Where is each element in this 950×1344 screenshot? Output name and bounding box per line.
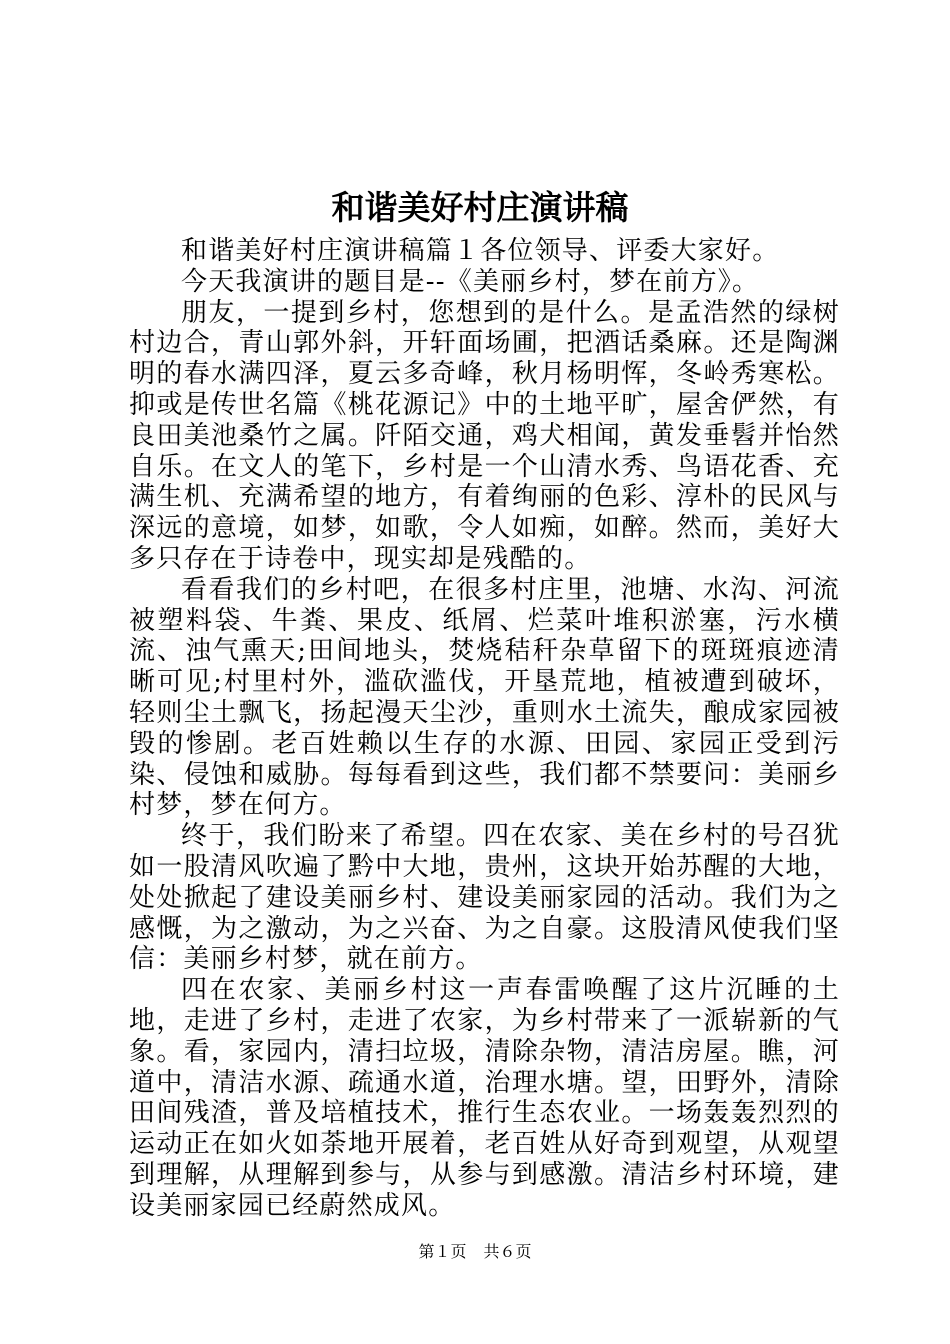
page-number: 第１页 xyxy=(418,1242,467,1261)
page-total: 共６页 xyxy=(483,1242,532,1261)
paragraph-intro: 和谐美好村庄演讲稿篇１各位领导、评委大家好。 xyxy=(181,236,780,266)
paragraph-poetic-village: 朋友，一提到乡村，您想到的是什么。是孟浩然的绿树村边合，青山郭外斜，开轩面场圃，把酒话桑麻。还是陶渊明的春水满四泽，夏云多奇峰，秋月杨明恽，冬岭秀寒松。抑或是传世名篇《桃花源记》中的土地平旷，屋舍俨然，有良田美池桑竹之属。阡陌交通，鸡犬相闻，黄发垂髫并怡然自乐。在文人的笔下，乡村是一个山清水秀、鸟语花香、充满生机、充满希望的地方，有着绚丽的色彩、淳朴的民风与深远的意境，如梦，如歌，令人如痴，如醉。然而，美好大多只存在于诗卷中，现实却是残酷的。 xyxy=(129,297,840,574)
paragraph-hope: 终于，我们盼来了希望。四在农家、美在乡村的号召犹如一股清风吹遍了黔中大地，贵州，这块开始苏醒的大地，处处掀起了建设美丽乡村、建设美丽家园的活动。我们为之感慨，为之激动，为之兴奋、为之自豪。这股清风使我们坚信：美丽乡村梦，就在前方。 xyxy=(129,821,840,975)
paragraph-change: 四在农家、美丽乡村这一声春雷唤醒了这片沉睡的土地，走进了乡村，走进了农家，为乡村带来了一派崭新的气象。看，家园内，清扫垃圾，清除杂物，清洁房屋。瞧，河道中，清洁水源、疏通水道，治理水塘。望，田野外，清除田间残渣，普及培植技术，推行生态农业。一场轰轰烈烈的运动正在如火如荼地开展着，老百姓从好奇到观望，从观望到理解，从理解到参与，从参与到感激。清洁乡村环境，建设美丽家园已经蔚然成风。 xyxy=(129,975,840,1221)
paragraph-reality: 看看我们的乡村吧，在很多村庄里，池塘、水沟、河流被塑料袋、牛粪、果皮、纸屑、烂菜叶堆积淤塞，污水横流、浊气熏天;田间地头，焚烧秸秆杂草留下的斑斑痕迹清晰可见;村里村外，滥砍滥伐，开垦荒地，植被遭到破坏，轻则尘土飘飞，扬起漫天尘沙，重则水土流失，酿成家园被毁的惨剧。老百姓赖以生存的水源、田园、家园正受到污染、侵蚀和威胁。每每看到这些，我们都不禁要问：美丽乡村梦，梦在何方。 xyxy=(129,574,840,821)
document-title: 和谐美好村庄演讲稿 xyxy=(331,188,629,227)
page-footer xyxy=(0,1242,950,1262)
document-body xyxy=(129,236,840,1222)
paragraph-topic: 今天我演讲的题目是--《美丽乡村，梦在前方》。 xyxy=(181,266,760,297)
